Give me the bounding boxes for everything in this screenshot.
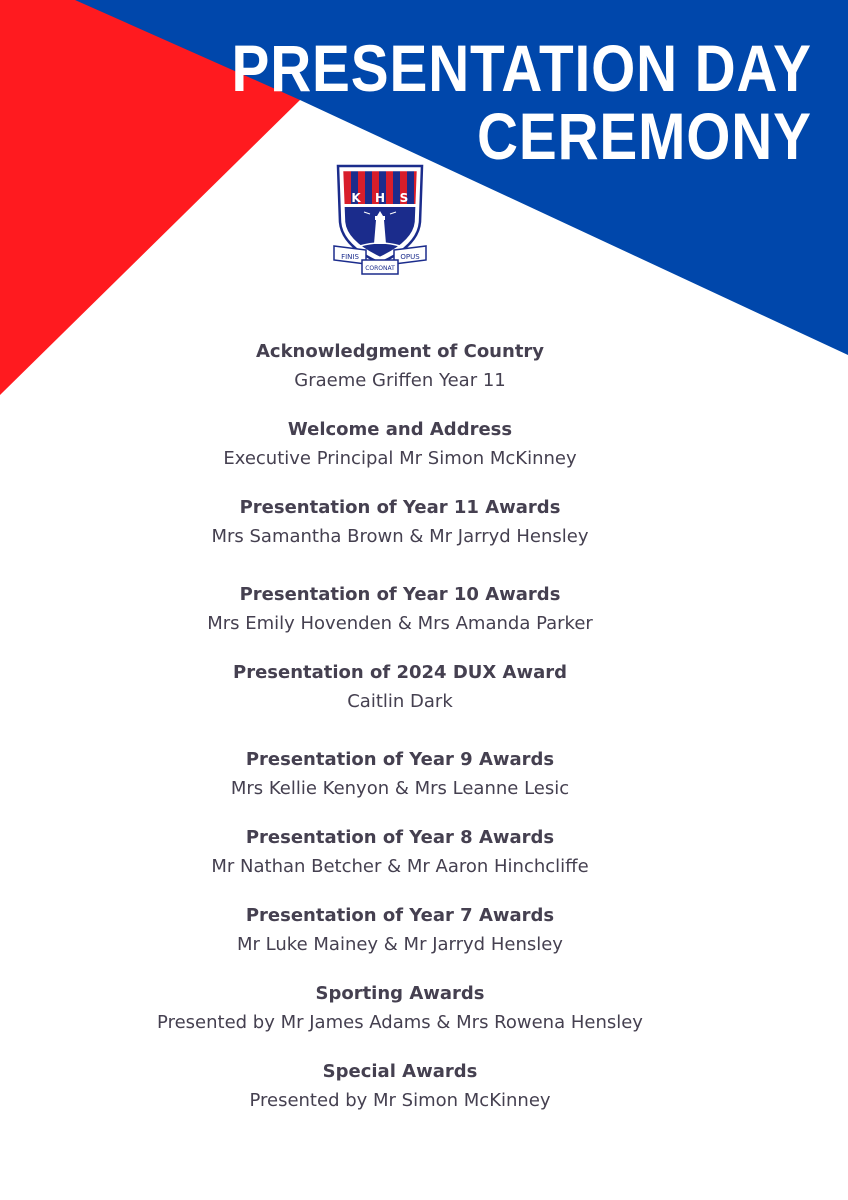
program-presenter: Mrs Kellie Kenyon & Mrs Leanne Lesic [230,778,570,799]
title-line-1: PRESENTATION DAY [231,31,812,105]
crest-initial-k: K [351,191,361,205]
program-item-sporting [0,982,800,1036]
program-item-year-7 [0,904,800,958]
title-line-2: CEREMONY [477,99,812,173]
program-presenter: Presented by Mr James Adams & Mrs Rowena Hensley [157,1012,643,1033]
program-item-acknowledgment [0,340,800,394]
program-presenter: Caitlin Dark [347,691,453,712]
program-presenter: Presented by Mr Simon McKinney [249,1090,551,1111]
crest-motto-left: FINIS [341,253,359,261]
program-item-year-8 [0,826,800,880]
program-presenter: Mrs Emily Hovenden & Mrs Amanda Parker [207,613,593,634]
program-presenter: Mrs Samantha Brown & Mr Jarryd Hensley [211,526,589,547]
program-item-year-11 [0,496,800,550]
program-item-year-10 [0,583,800,637]
program-item-year-9 [0,748,800,802]
program-presenter: Graeme Griffen Year 11 [294,370,506,391]
crest-initial-s: S [399,191,409,205]
program-heading: Sporting Awards [315,983,485,1004]
crest-motto-middle: CORONAT [365,265,395,272]
program-item-dux [0,661,800,715]
program-heading: Presentation of Year 11 Awards [239,497,561,518]
program-heading: Presentation of 2024 DUX Award [233,662,567,683]
program-heading: Presentation of Year 9 Awards [245,749,555,770]
program-heading: Welcome and Address [287,419,513,440]
program-heading: Acknowledgment of Country [255,341,545,362]
program-heading: Special Awards [322,1061,478,1082]
program-heading: Presentation of Year 8 Awards [245,827,555,848]
program-presenter: Mr Luke Mainey & Mr Jarryd Hensley [237,934,563,955]
program-presenter: Mr Nathan Betcher & Mr Aaron Hinchcliffe [211,856,589,877]
crest-initial-h: H [374,191,386,205]
program-item-special [0,1060,800,1114]
program-heading: Presentation of Year 10 Awards [239,584,561,605]
program-heading: Presentation of Year 7 Awards [245,905,555,926]
crest-motto-right: OPUS [400,253,420,261]
program-item-welcome [0,418,800,472]
program-presenter: Executive Principal Mr Simon McKinney [223,448,577,469]
